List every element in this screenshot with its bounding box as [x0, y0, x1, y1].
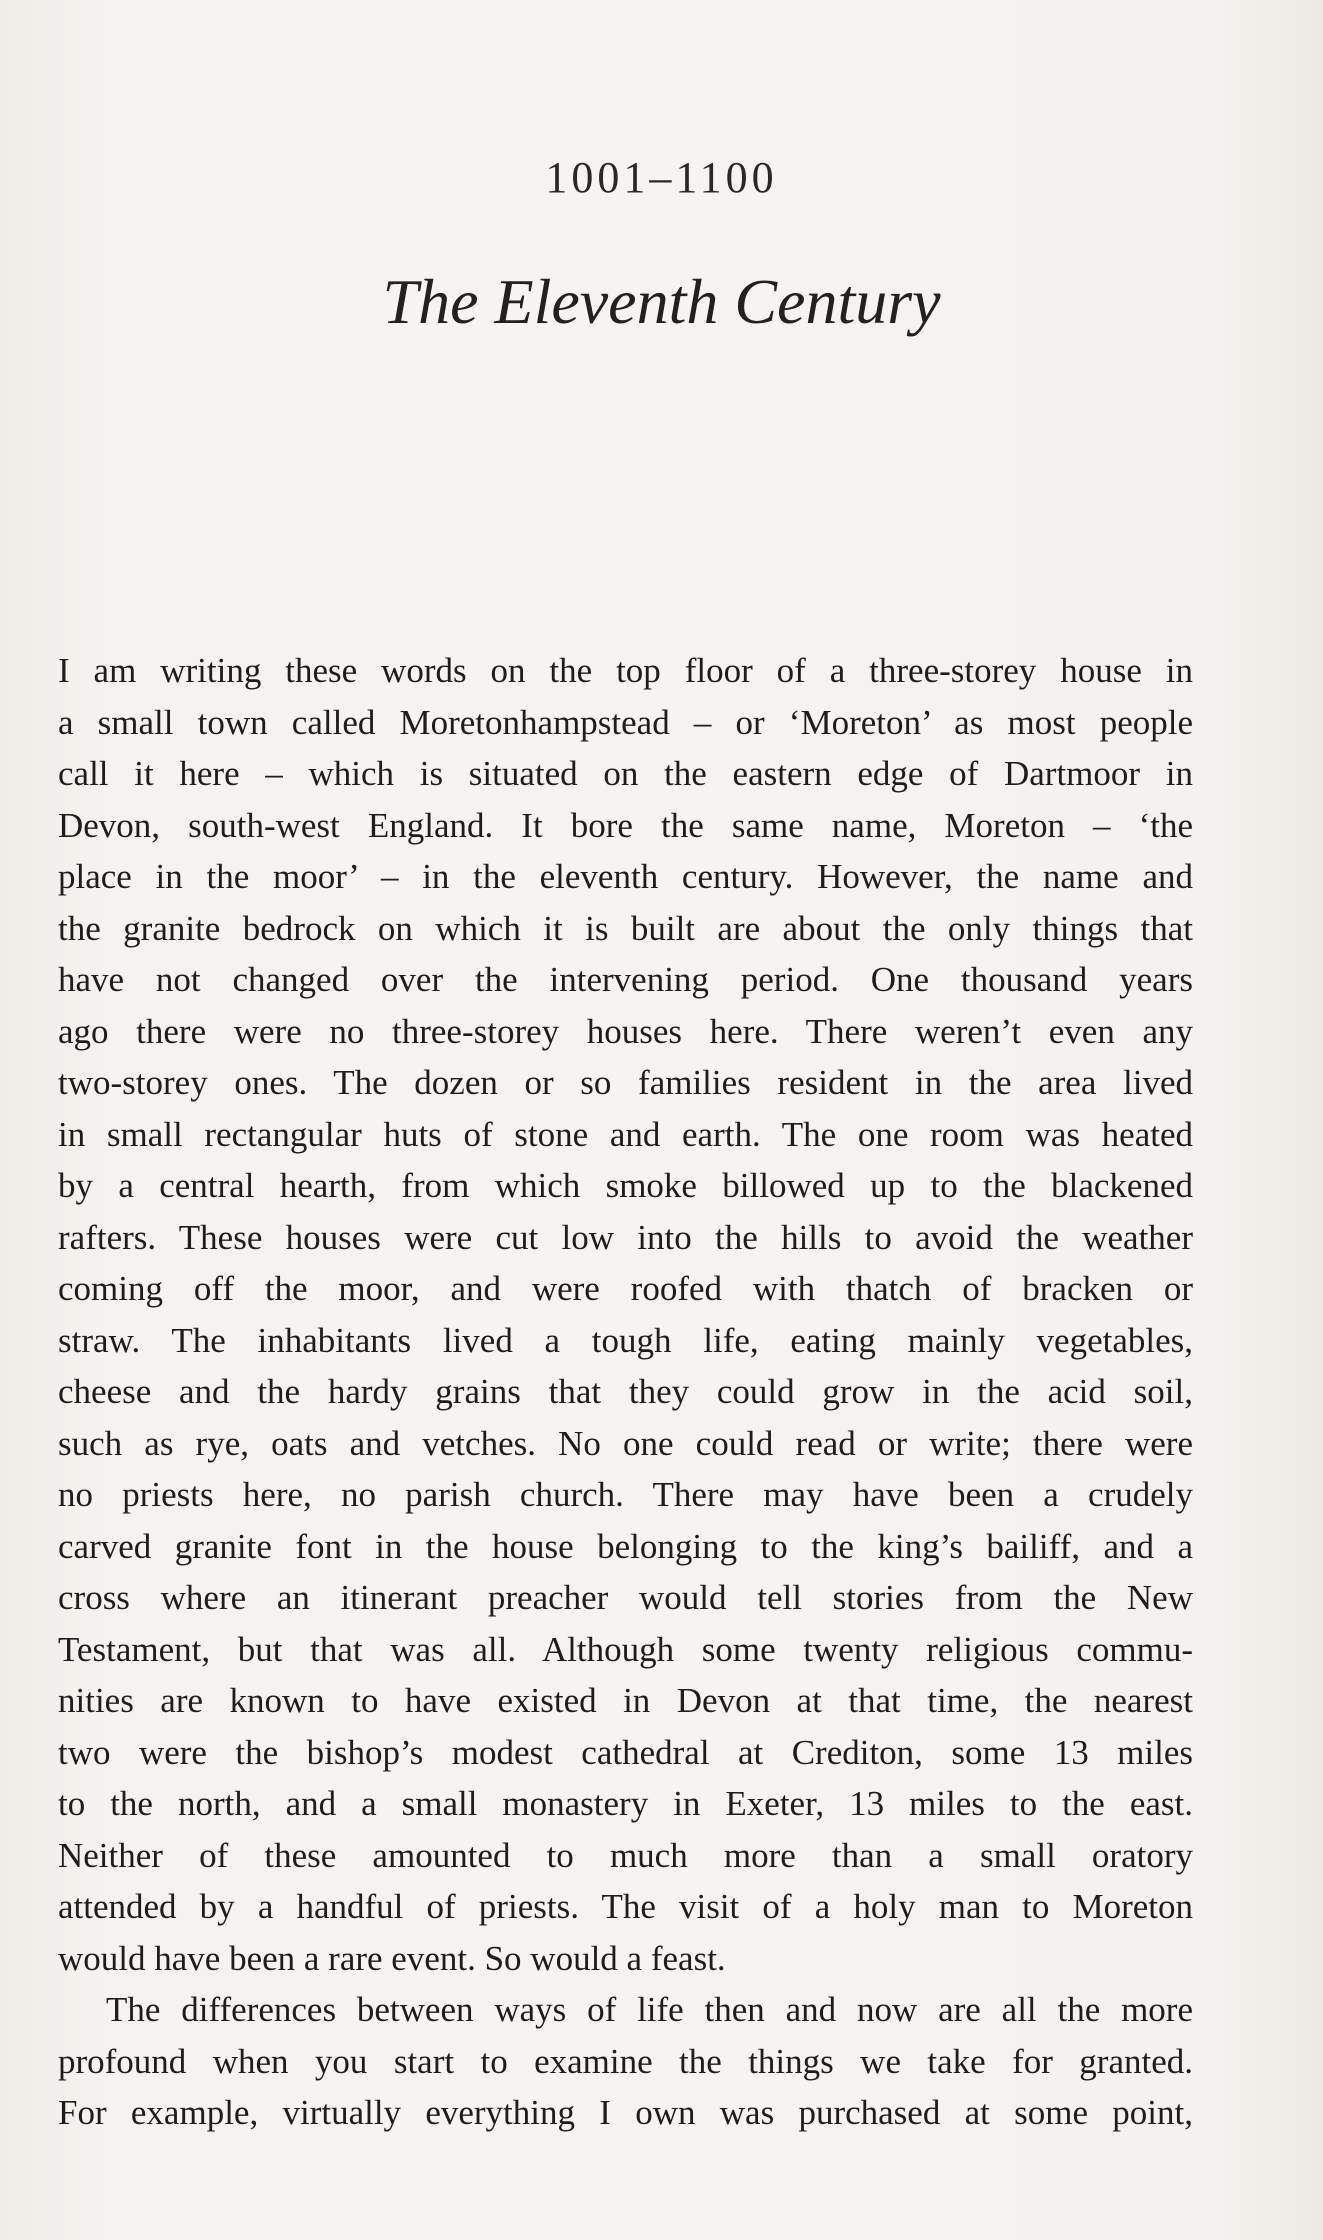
text-line: For example, virtually everything I own was purchased at some point,	[58, 2093, 1193, 2132]
text-line: Testament, but that was all. Although some twenty religious commu-	[58, 1629, 1193, 1669]
text-line: to the north, and a small monastery in Exeter, 13 miles to the east.	[58, 1784, 1193, 1823]
chapter-range-heading: 1001–1100	[545, 153, 778, 202]
chapter-title: The Eleventh Century	[382, 266, 941, 337]
text-line: coming off the moor, and were roofed with thatch of bracken or	[58, 1269, 1193, 1308]
text-line: call it here – which is situated on the eastern edge of Dartmoor in	[58, 754, 1193, 793]
text-line: have not changed over the intervening period. One thousand years	[58, 960, 1193, 999]
text-line: cross where an itinerant preacher would tell stories from the New	[58, 1578, 1193, 1617]
text-line: The differences between ways of life then and now are all the more	[106, 1990, 1193, 2029]
text-line: in small rectangular huts of stone and earth. The one room was heated	[58, 1114, 1193, 1154]
text-line: the granite bedrock on which it is built are about the only things that	[58, 908, 1193, 948]
text-line: two-storey ones. The dozen or so families resident in the area lived	[58, 1063, 1193, 1102]
text-line: nities are known to have existed in Devon at that time, the nearest	[58, 1681, 1193, 1720]
text-line: by a central hearth, from which smoke billowed up to the blackened	[58, 1166, 1193, 1205]
text-line: Neither of these amounted to much more than a small oratory	[58, 1835, 1193, 1875]
text-line: carved granite font in the house belonging to the king’s bailiff, and a	[58, 1526, 1193, 1566]
text-line: would have been a rare event. So would a feast.	[58, 1938, 726, 1978]
text-line: place in the moor’ – in the eleventh century. However, the name and	[58, 857, 1193, 896]
text-line: Devon, south-west England. It bore the same name, Moreton – ‘the	[58, 805, 1193, 845]
text-line: two were the bishop’s modest cathedral at Crediton, some 13 miles	[58, 1732, 1193, 1772]
text-line: cheese and the hardy grains that they could grow in the acid soil,	[58, 1372, 1193, 1411]
text-line: profound when you start to examine the things we take for granted.	[58, 2041, 1193, 2081]
text-line: rafters. These houses were cut low into the hills to avoid the weather	[58, 1217, 1193, 1257]
text-line: attended by a handful of priests. The visit of a holy man to Moreton	[58, 1887, 1193, 1926]
body-text	[58, 645, 1193, 2139]
text-line: no priests here, no parish church. There may have been a crudely	[58, 1475, 1193, 1514]
text-line: I am writing these words on the top floor of a three-storey house in	[58, 651, 1193, 690]
text-line: such as rye, oats and vetches. No one could read or write; there were	[58, 1423, 1193, 1463]
text-line: a small town called Moretonhampstead – or ‘Moreton’ as most people	[58, 702, 1193, 742]
text-line: ago there were no three-storey houses here. There weren’t even any	[58, 1011, 1193, 1051]
text-line: straw. The inhabitants lived a tough life, eating mainly vegetables,	[58, 1320, 1193, 1360]
